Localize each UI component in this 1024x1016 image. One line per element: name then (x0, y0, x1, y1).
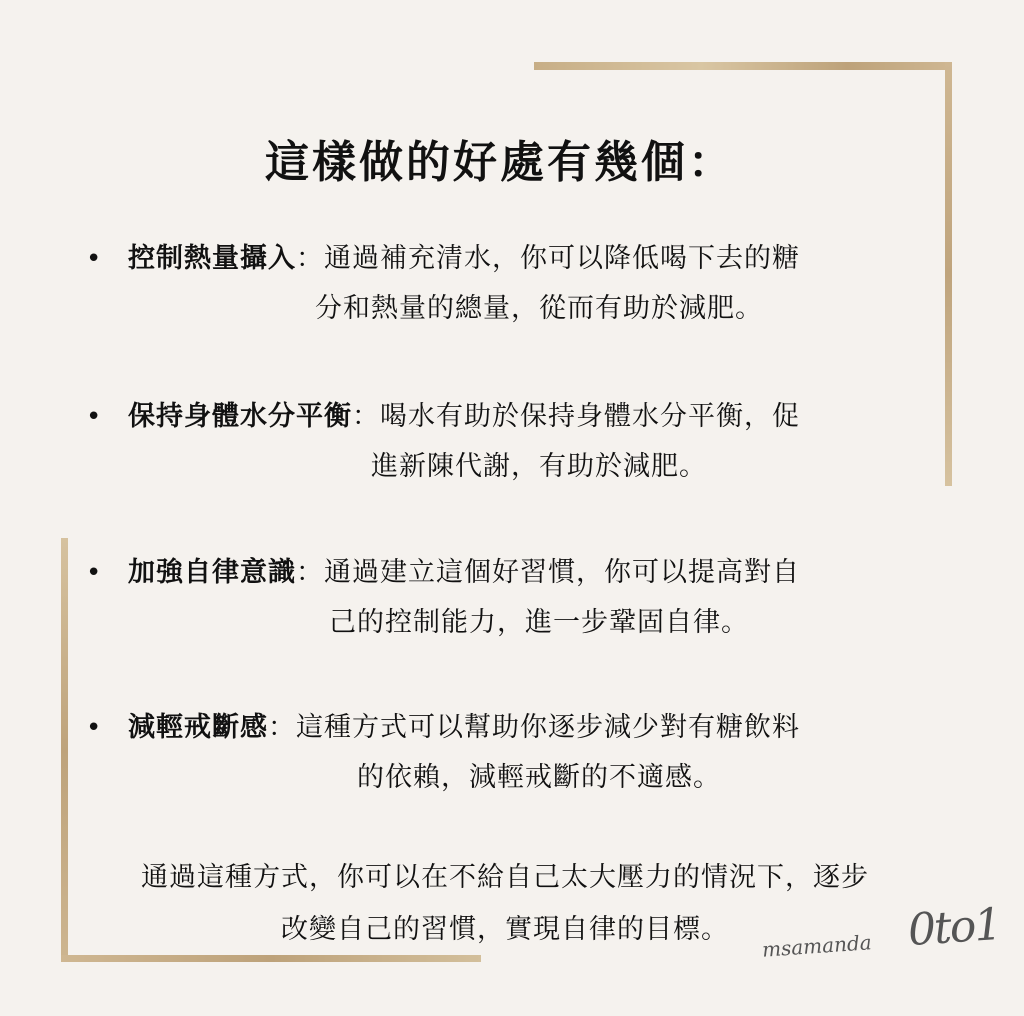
list-item-line1 (128, 234, 800, 284)
list-item-text: ：通過補充清水，你可以降低喝下去的糖 (296, 243, 800, 274)
list-item-line2: 己的控制能力，進一步鞏固自律。 (329, 607, 749, 638)
list-item-line1 (128, 548, 800, 598)
bullet-icon: • (86, 713, 103, 743)
list-item-label: 減輕戒斷感 (128, 712, 268, 743)
list-item-line1 (128, 703, 800, 753)
signature-name: msamanda (761, 930, 873, 962)
summary-line2: 改變自己的習慣，實現自律的目標。 (281, 914, 729, 945)
list-item-label: 加強自律意識 (128, 557, 296, 588)
bullet-icon: • (86, 558, 103, 588)
list-item-text: ：喝水有助於保持身體水分平衡，促 (352, 401, 800, 432)
list-item-label: 保持身體水分平衡 (128, 401, 352, 432)
list-item-text: ：通過建立這個好習慣，你可以提高對自 (296, 557, 800, 588)
signature-mark: 0to1 (906, 898, 1002, 957)
bullet-icon: • (86, 402, 103, 432)
page-title: 這樣做的好處有幾個： (265, 137, 735, 188)
list-item-text: ：這種方式可以幫助你逐步減少對有糖飲料 (268, 712, 800, 743)
frame-border-bottom (61, 955, 481, 962)
list-item-label: 控制熱量攝入 (128, 243, 296, 274)
list-item-line1 (128, 392, 800, 442)
list-item-line2: 進新陳代謝，有助於減肥。 (371, 451, 707, 482)
signature-logo (761, 898, 1002, 970)
list-item-line2: 分和熱量的總量，從而有助於減肥。 (315, 293, 763, 324)
list-item-line2: 的依賴，減輕戒斷的不適感。 (357, 762, 721, 793)
summary-line1: 通過這種方式，你可以在不給自己太大壓力的情況下，逐步 (141, 862, 869, 893)
bullet-icon: • (86, 244, 103, 274)
frame-border-top (534, 62, 952, 70)
